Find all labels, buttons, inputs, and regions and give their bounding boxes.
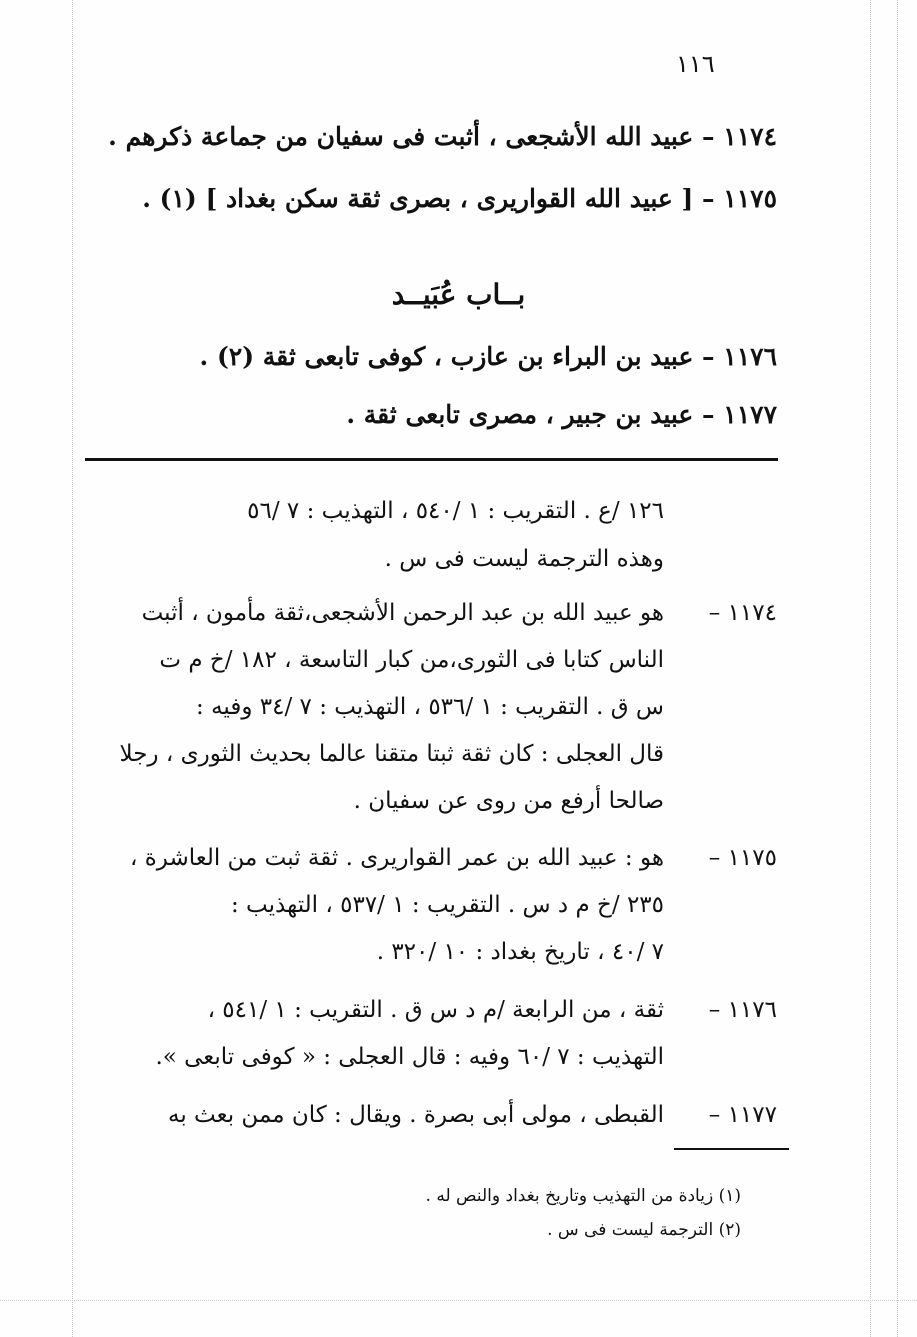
note-1174-line: س ق . التقريب : ١ /٥٣٦ ، التهذيب : ٧ /٣٤ وفيه : [196, 694, 664, 720]
note-1175-line: ٢٣٥ /خ م د س . التقريب : ١ /٥٣٧ ، التهذيب : [230, 892, 664, 918]
footnote-separator [674, 1148, 789, 1150]
note-1175-line: ٧ /٤٠ ، تاريخ بغداد : ١٠ /٣٢٠ . [376, 939, 664, 965]
note-126-line: ١٢٦ /ع . التقريب : ١ /٥٤٠ ، التهذيب : ٧ /٥٦ [247, 498, 664, 524]
note-1174-line: هو عبيد الله بن عبد الرحمن الأشجعى،ثقة مأمون ، أثبت [141, 600, 664, 626]
note-1174-line: الناس كتابا فى الثورى،من كبار التاسعة ، ١٨٢ /خ م ت [159, 647, 664, 673]
entry-1175 [142, 184, 777, 213]
note-1177-line: القبطى ، مولى أبى بصرة . ويقال : كان ممن بعث به [168, 1102, 664, 1128]
scan-dotted-line [72, 0, 73, 1337]
entry-number: ١١٧٧ [723, 400, 777, 429]
scan-dotted-line [870, 0, 871, 1337]
note-1176-line: التهذيب : ٧ /٦٠ وفيه : قال العجلى : « كوفى تابعى ». [155, 1044, 664, 1070]
section-heading: بــاب عُبَيــد [391, 278, 526, 311]
entry-number: ١١٧٦ [723, 342, 777, 371]
note-1174-line: صالحا أرفع من روى عن سفيان . [353, 788, 664, 814]
note-1175-number: ١١٧٥ – [708, 845, 777, 871]
entry-number: ١١٧٤ [723, 122, 777, 151]
entry-text: – عبيد بن البراء بن عازب ، كوفى تابعى ثقة (٢) . [199, 342, 715, 371]
scan-dotted-line [897, 0, 898, 1337]
entry-text: – عبيد بن جبير ، مصرى تابعى ثقة . [346, 400, 715, 429]
note-1174-line: قال العجلى : كان ثقة ثبتا متقنا عالما بحديث الثورى ، رجلا [119, 741, 664, 767]
entry-text: – عبيد الله الأشجعى ، أثبت فى سفيان من جماعة ذكرهم . [108, 122, 715, 151]
note-1177-number: ١١٧٧ – [708, 1102, 777, 1128]
note-126-line: وهذه الترجمة ليست فى س . [384, 546, 664, 572]
note-1174-number: ١١٧٤ – [708, 600, 777, 626]
note-1175-line: هو : عبيد الله بن عمر القواريرى . ثقة ثبت من العاشرة ، [129, 845, 664, 871]
entry-text: – [ عبيد الله القواريرى ، بصرى ثقة سكن بغداد ] (١) . [142, 184, 715, 213]
page-number: ١١٦ [676, 50, 715, 78]
entry-1174 [108, 122, 777, 151]
note-1176-line: ثقة ، من الرابعة /م د س ق . التقريب : ١ /٥٤١ ، [207, 997, 664, 1023]
entry-1176 [200, 342, 777, 371]
entry-1177 [346, 400, 777, 429]
footnote-1: (١) زيادة من التهذيب وتاريخ بغداد والنص له . [425, 1186, 741, 1206]
scan-dotted-line [0, 1300, 917, 1301]
entry-number: ١١٧٥ [723, 184, 777, 213]
footnote-2: (٢) الترجمة ليست فى س . [547, 1220, 741, 1240]
section-divider [85, 458, 778, 461]
note-1176-number: ١١٧٦ – [708, 997, 777, 1023]
